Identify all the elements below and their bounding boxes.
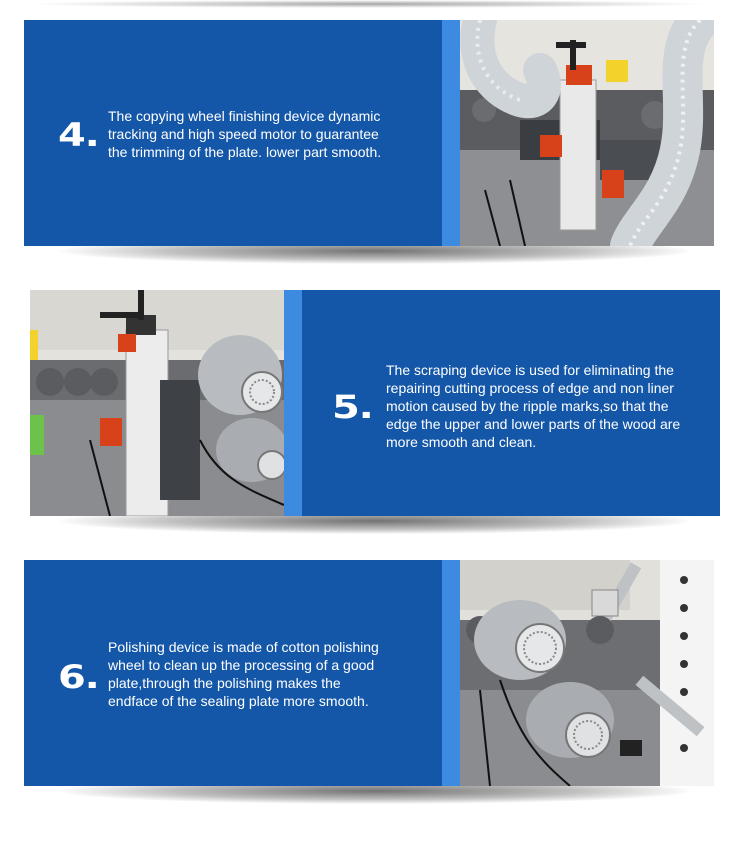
description-line: the trimming of the plate. lower part smooth. xyxy=(108,144,382,160)
section-number: 5. xyxy=(332,388,373,426)
section-number: 4. xyxy=(58,116,99,154)
section-description xyxy=(108,638,438,710)
machine-illustration xyxy=(460,560,714,786)
description-line: endface of the sealing plate more smooth. xyxy=(108,693,369,709)
accent-strip xyxy=(442,20,460,246)
polishing-device-photo xyxy=(460,560,714,786)
description-line: The scraping device is used for eliminating the xyxy=(386,362,674,378)
description-line: wheel to clean up the processing of a good xyxy=(108,657,375,673)
description-line: The copying wheel finishing device dynamic xyxy=(108,108,381,124)
text-panel xyxy=(24,20,442,246)
text-panel xyxy=(302,290,720,516)
description-line: repairing cutting process of edge and non liner xyxy=(386,380,674,396)
top-shadow xyxy=(24,0,714,8)
description-line: tracking and high speed motor to guarantee xyxy=(108,126,379,142)
description-line: motion caused by the ripple marks,so that the xyxy=(386,398,669,414)
description-line: plate,through the polishing makes the xyxy=(108,675,341,691)
text-panel xyxy=(24,560,442,786)
description-line: edge the upper and lower parts of the wood are xyxy=(386,416,681,432)
section-number: 6. xyxy=(58,658,99,696)
copying-wheel-photo xyxy=(460,20,714,246)
accent-strip xyxy=(442,560,460,786)
machine-illustration xyxy=(460,20,714,246)
description-line: more smooth and clean. xyxy=(386,434,537,450)
accent-strip xyxy=(284,290,302,516)
section-description xyxy=(386,361,716,451)
description-line: Polishing device is made of cotton polishing xyxy=(108,639,379,655)
section-description xyxy=(108,107,438,161)
scraping-device-photo xyxy=(30,290,284,516)
machine-illustration xyxy=(30,290,284,516)
